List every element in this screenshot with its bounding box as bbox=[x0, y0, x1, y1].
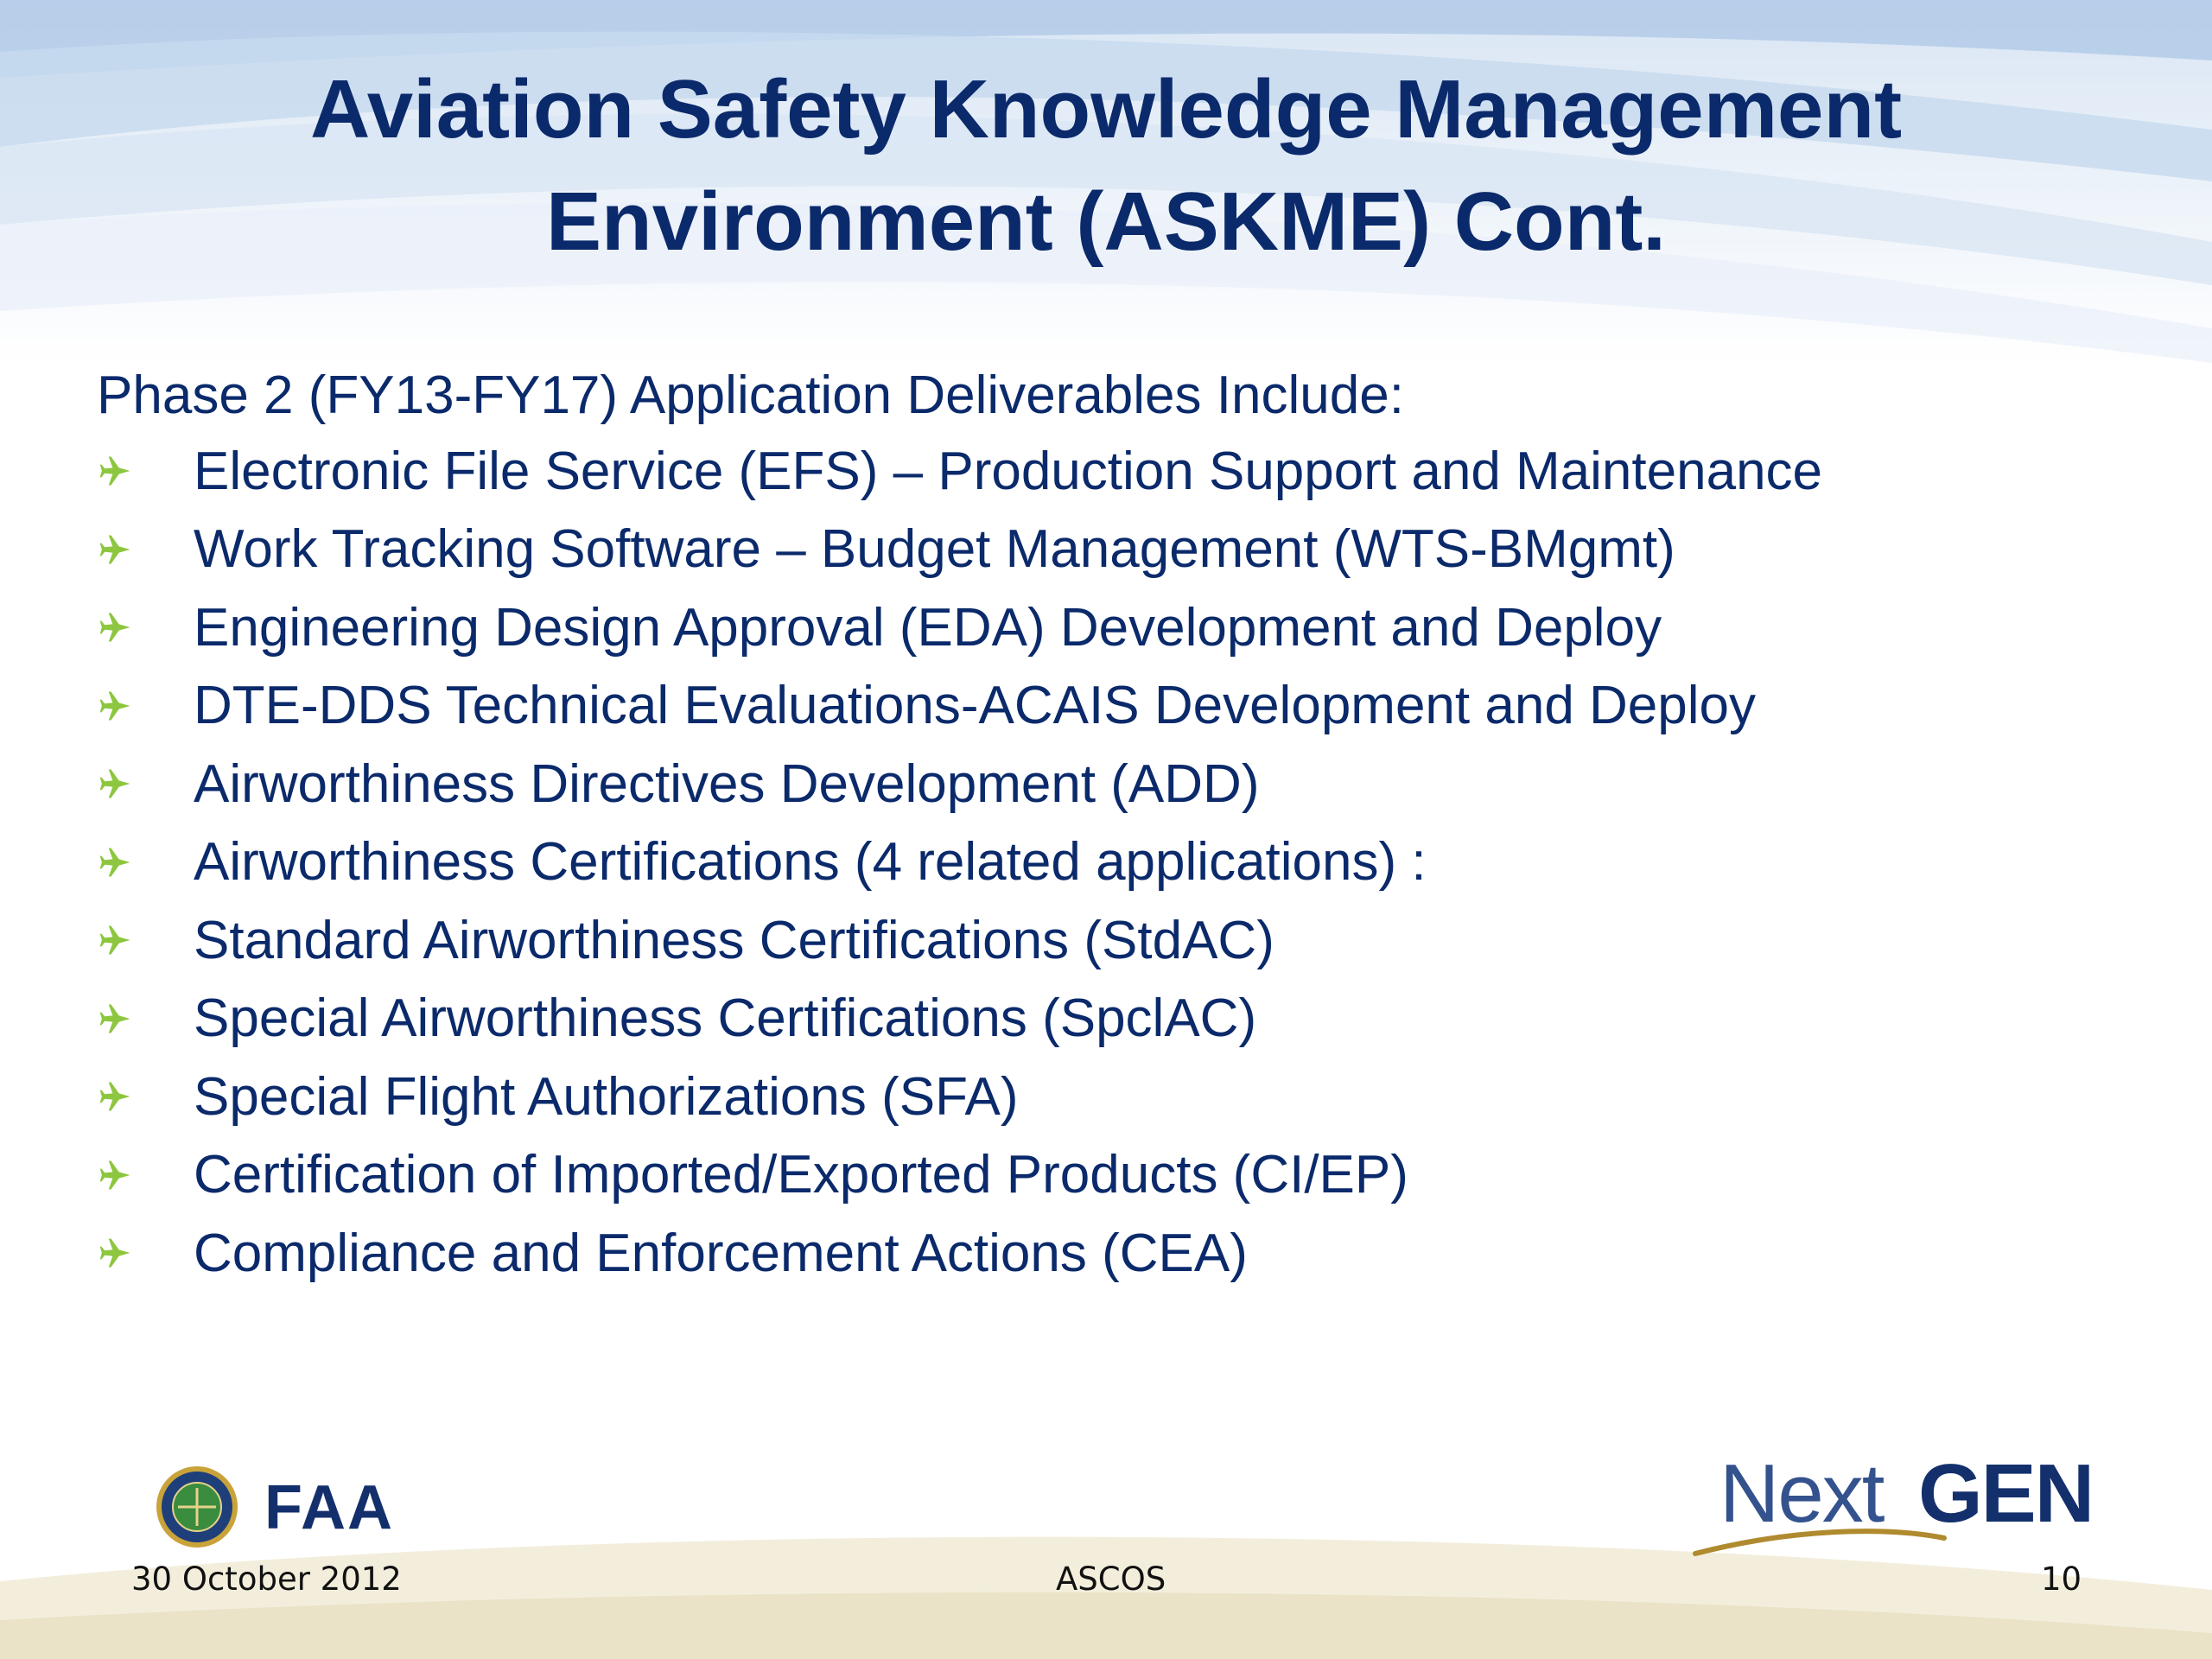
faa-logo-text: FAA bbox=[264, 1473, 394, 1542]
bullet-text: Certification of Imported/Exported Products (CI/EP) bbox=[194, 1145, 1408, 1205]
nextgen-logo-gen: GEN bbox=[1918, 1447, 2094, 1540]
intro-text: Phase 2 (FY13-FY17) Application Deliverables Include: bbox=[97, 365, 1404, 425]
airplane-icon bbox=[97, 531, 194, 569]
bullet-item bbox=[97, 667, 1822, 746]
bullet-text: Special Flight Authorizations (SFA) bbox=[194, 1066, 1019, 1127]
airplane-icon bbox=[97, 452, 194, 490]
bullet-text: Work Tracking Software – Budget Management (WTS-BMgmt) bbox=[194, 519, 1675, 580]
title-line-1: Aviation Safety Knowledge Management bbox=[309, 63, 1903, 156]
bullet-text: Compliance and Enforcement Actions (CEA) bbox=[194, 1223, 1248, 1283]
airplane-icon bbox=[97, 1000, 194, 1038]
nextgen-logo-next: Next bbox=[1719, 1447, 1884, 1540]
airplane-icon bbox=[97, 921, 194, 959]
bullet-text: Airworthiness Certifications (4 related applications) : bbox=[194, 832, 1427, 893]
bullet-text: Special Airworthiness Certifications (SpclAC) bbox=[194, 988, 1257, 1049]
footer-title: ASCOS bbox=[1056, 1560, 1166, 1598]
bullet-item bbox=[97, 901, 1822, 980]
slide-title bbox=[0, 54, 2212, 278]
bullet-list bbox=[97, 432, 1822, 1293]
bullet-item bbox=[97, 432, 1822, 511]
bullet-item bbox=[97, 1136, 1822, 1215]
footer-page-number: 10 bbox=[2041, 1560, 2082, 1598]
bullet-item bbox=[97, 823, 1822, 902]
airplane-icon bbox=[97, 1077, 194, 1116]
bullet-text: Standard Airworthiness Certifications (StdAC) bbox=[194, 910, 1274, 970]
bullet-item bbox=[97, 511, 1822, 589]
airplane-icon bbox=[97, 843, 194, 881]
airplane-icon bbox=[97, 608, 194, 646]
airplane-icon bbox=[97, 687, 194, 725]
airplane-icon bbox=[97, 1156, 194, 1194]
bullet-item bbox=[97, 980, 1822, 1058]
bullet-text: Airworthiness Directives Development (ADD) bbox=[194, 753, 1260, 814]
bullet-item bbox=[97, 1214, 1822, 1293]
bullet-text: Engineering Design Approval (EDA) Development and Deploy bbox=[194, 597, 1662, 658]
airplane-icon bbox=[97, 765, 194, 803]
bullet-text: DTE-DDS Technical Evaluations-ACAIS Development and Deploy bbox=[194, 676, 1757, 736]
bullet-text: Electronic File Service (EFS) – Production Support and Maintenance bbox=[194, 441, 1823, 501]
bullet-item bbox=[97, 745, 1822, 823]
airplane-icon bbox=[97, 1234, 194, 1272]
bullet-item bbox=[97, 588, 1822, 667]
title-line-2: Environment (ASKME) Cont. bbox=[546, 175, 1666, 268]
footer-date: 30 October 2012 bbox=[131, 1560, 402, 1598]
bullet-item bbox=[97, 1058, 1822, 1136]
